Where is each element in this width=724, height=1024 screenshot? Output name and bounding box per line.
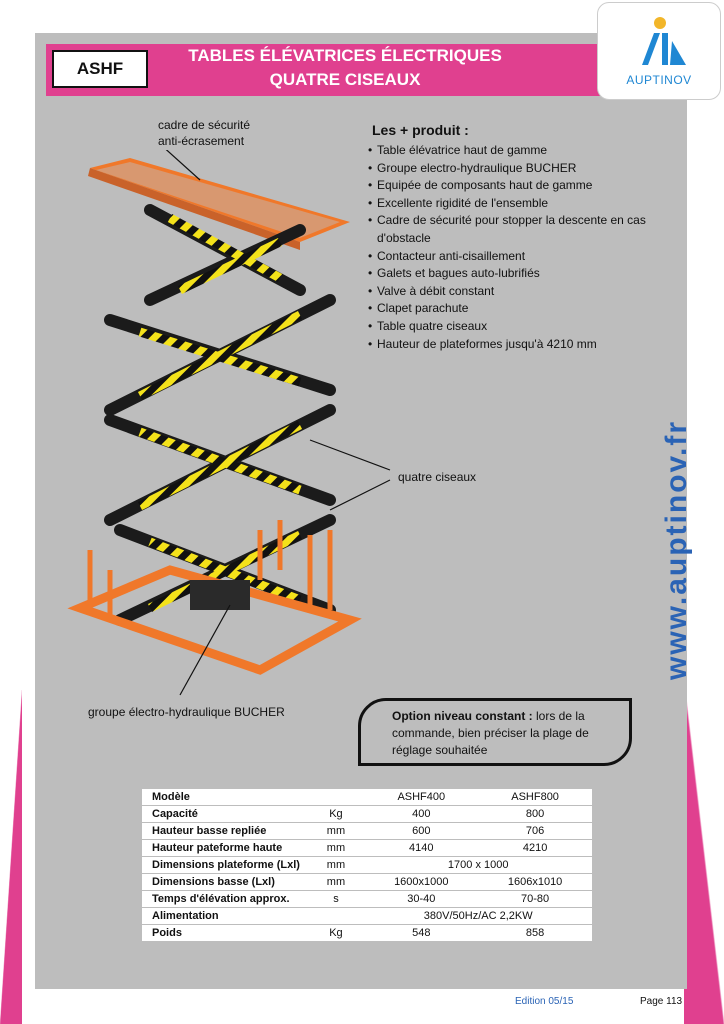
auptinov-logo [597, 2, 721, 100]
pink-corner-left [0, 690, 22, 1024]
table-row [142, 891, 592, 908]
feature-item: • Table élévatrice haut de gamme [368, 142, 688, 160]
feature-item: • Hauteur de plateformes jusqu'à 4210 mm [368, 336, 688, 354]
row-unit: mm [308, 840, 365, 857]
table-row [142, 908, 592, 925]
option-line-3: réglage souhaitée [392, 743, 488, 757]
callout-scissors: quatre ciseaux [398, 470, 477, 484]
table-row [142, 874, 592, 891]
logo-mark-icon [598, 3, 722, 73]
row-value: 400 [364, 806, 478, 823]
callout-safety-frame-line-2: anti-écrasement [158, 134, 245, 148]
header-cell: Modèle [142, 789, 308, 806]
row-label: Dimensions basse (Lxl) [142, 874, 308, 891]
row-value: 380V/50Hz/AC 2,2KW [364, 908, 592, 925]
option-line-2: commande, bien préciser la plage de [392, 726, 589, 740]
option-text [392, 708, 624, 759]
row-label: Temps d'élévation approx. [142, 891, 308, 908]
row-value: 1700 x 1000 [364, 857, 592, 874]
row-label: Alimentation [142, 908, 308, 925]
row-value: 4140 [364, 840, 478, 857]
title-line-2: QUATRE CISEAUX [269, 70, 421, 89]
header-cell [308, 789, 365, 806]
feature-item: • Table quatre ciseaux [368, 318, 688, 336]
row-value: 1600x1000 [364, 874, 478, 891]
row-value: 706 [478, 823, 592, 840]
feature-item: • Valve à débit constant [368, 283, 688, 301]
product-code: ASHF [52, 50, 148, 88]
row-label: Hauteur basse repliée [142, 823, 308, 840]
callout-safety-frame-line-1: cadre de sécurité [158, 118, 251, 132]
footer-page-number: Page 113 [640, 996, 683, 1007]
logo-text: AUPTINOV [626, 73, 692, 87]
feature-item: • Clapet parachute [368, 300, 688, 318]
row-unit: mm [308, 823, 365, 840]
option-bold: Option niveau constant : [392, 709, 533, 723]
row-label: Poids [142, 925, 308, 942]
table-header-row [142, 789, 592, 806]
header-cell: ASHF400 [364, 789, 478, 806]
table-row [142, 857, 592, 874]
row-value: 800 [478, 806, 592, 823]
option-line-1: lors de la [532, 709, 585, 723]
website-url: www.auptinov.fr [660, 420, 693, 680]
page-title [150, 44, 540, 92]
row-value: 70-80 [478, 891, 592, 908]
row-label: Hauteur pateforme haute [142, 840, 308, 857]
row-unit: s [308, 891, 365, 908]
table-row [142, 840, 592, 857]
callout-safety-frame [158, 117, 250, 149]
row-unit: mm [308, 857, 365, 874]
feature-item-continuation: d'obstacle [377, 230, 431, 245]
row-unit: mm [308, 874, 365, 891]
row-value: 1606x1010 [478, 874, 592, 891]
table-row [142, 823, 592, 840]
specs-table [142, 789, 592, 942]
feature-item: • Groupe electro-hydraulique BUCHER [368, 160, 688, 178]
table-row [142, 806, 592, 823]
row-label: Dimensions plateforme (Lxl) [142, 857, 308, 874]
row-unit: Kg [308, 806, 365, 823]
feature-item: • Equipée de composants haut de gamme [368, 177, 688, 195]
row-value: 4210 [478, 840, 592, 857]
row-value: 600 [364, 823, 478, 840]
footer-edition: Edition 05/15 [515, 996, 574, 1007]
feature-item: • Galets et bagues auto-lubrifiés [368, 265, 688, 283]
feature-item: • Excellente rigidité de l'ensemble [368, 195, 688, 213]
pink-corner-right [684, 680, 724, 1024]
header-cell: ASHF800 [478, 789, 592, 806]
row-value: 858 [478, 925, 592, 942]
feature-item: • Contacteur anti-cisaillement [368, 248, 688, 266]
table-row [142, 925, 592, 942]
row-unit [308, 908, 365, 925]
callout-hydraulic-unit: groupe électro-hydraulique BUCHER [88, 705, 285, 719]
row-unit: Kg [308, 925, 365, 942]
row-label: Capacité [142, 806, 308, 823]
row-value: 30-40 [364, 891, 478, 908]
title-line-1: TABLES ÉLÉVATRICES ÉLECTRIQUES [188, 46, 502, 65]
row-value: 548 [364, 925, 478, 942]
feature-item: • Cadre de sécurité pour stopper la descente en cas [368, 212, 688, 230]
feature-list [368, 142, 688, 353]
product-heading: Les + produit : [372, 122, 469, 138]
